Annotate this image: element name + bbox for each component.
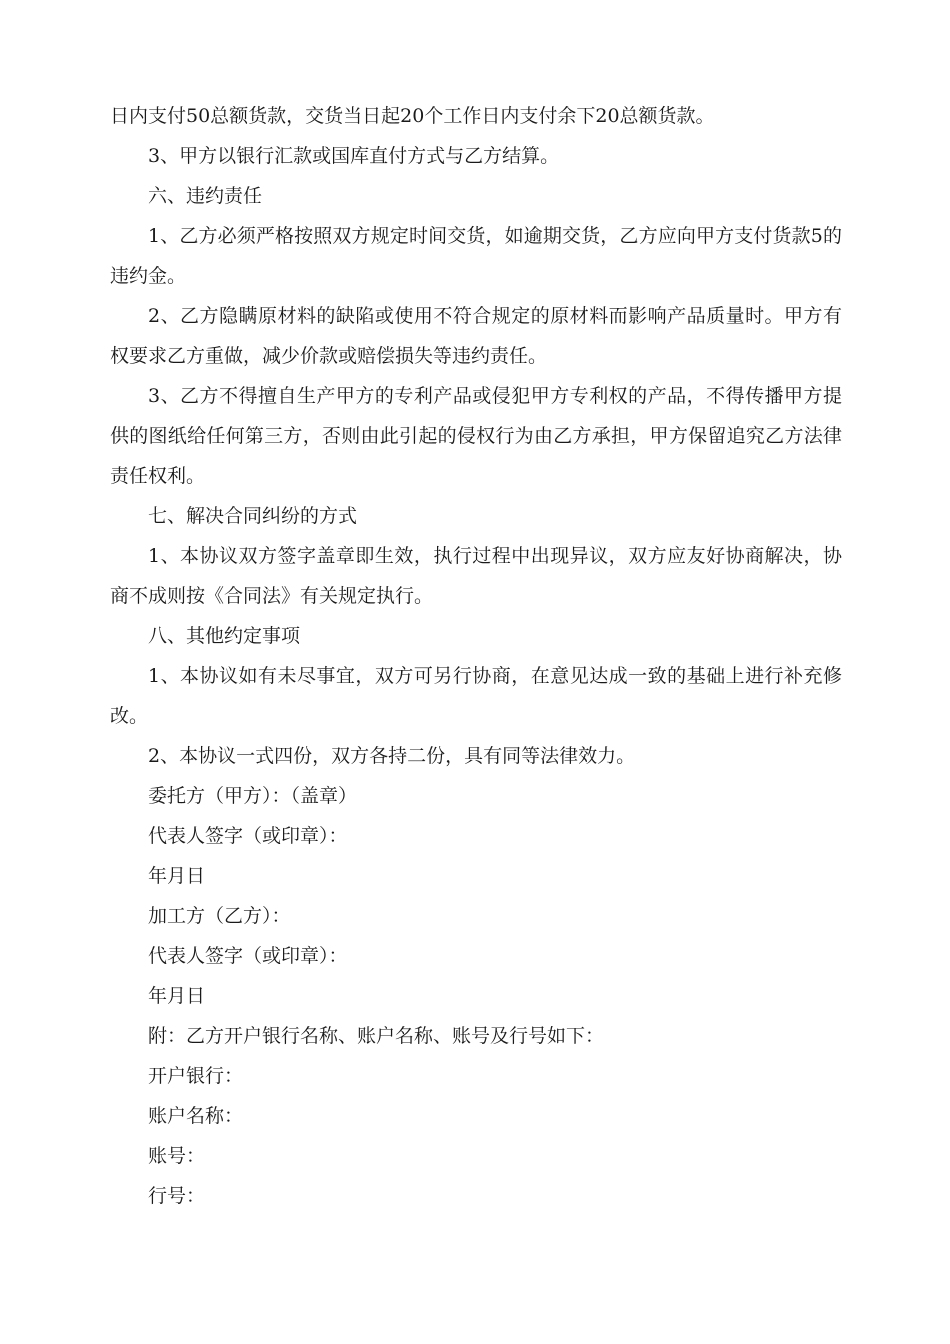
document-body [110,96,842,1216]
section-heading-dispute-resolution: 七、解决合同纠纷的方式 [148,505,358,527]
signature-party-b: 加工方（乙方）： [148,905,291,927]
paragraph-late-delivery: 1、乙方必须严格按照双方规定时间交货，如逾期交货，乙方应向甲方支付货款5的违约金。 [110,225,842,287]
paragraph-patent-infringement: 3、乙方不得擅自生产甲方的专利产品或侵犯甲方专利权的产品，不得传播甲方提供的图纸给任何第三方，否则由此引起的侵权行为由乙方承担，甲方保留追究乙方法律责任权利。 [110,385,842,487]
bank-info-heading: 附：乙方开户银行名称、账户名称、账号及行号如下： [148,1025,605,1047]
paragraph-material-defects: 2、乙方隐瞒原材料的缺陷或使用不符合规定的原材料而影响产品质量时。甲方有权要求乙方重做，减少价款或赔偿损失等违约责任。 [110,305,842,367]
account-name-field: 账户名称： [148,1105,244,1127]
bank-name-field: 开户银行： [148,1065,244,1087]
section-heading-other-terms: 八、其他约定事项 [148,625,301,647]
paragraph-supplementary-terms: 1、本协议如有未尽事宜，双方可另行协商，在意见达成一致的基础上进行补充修改。 [110,665,842,727]
signature-date-b: 年月日 [148,985,206,1007]
signature-party-a: 委托方（甲方）：（盖章） [148,785,358,807]
paragraph-dispute-resolution: 1、本协议双方签字盖章即生效，执行过程中出现异议，双方应友好协商解决，协商不成则按《合同法》有关规定执行。 [110,545,842,607]
paragraph-copies: 2、本协议一式四份，双方各持二份，具有同等法律效力。 [148,745,636,767]
signature-representative-a: 代表人签字（或印章）： [148,825,348,847]
section-heading-breach-liability: 六、违约责任 [148,185,263,207]
paragraph-settlement-method: 3、甲方以银行汇款或国库直付方式与乙方结算。 [148,145,560,167]
account-number-field: 账号： [148,1145,206,1167]
signature-representative-b: 代表人签字（或印章）： [148,945,348,967]
signature-date-a: 年月日 [148,865,206,887]
paragraph-payment-terms: 日内支付50总额货款，交货当日起20个工作日内支付余下20总额货款。 [110,105,715,127]
bank-code-field: 行号： [148,1185,206,1207]
